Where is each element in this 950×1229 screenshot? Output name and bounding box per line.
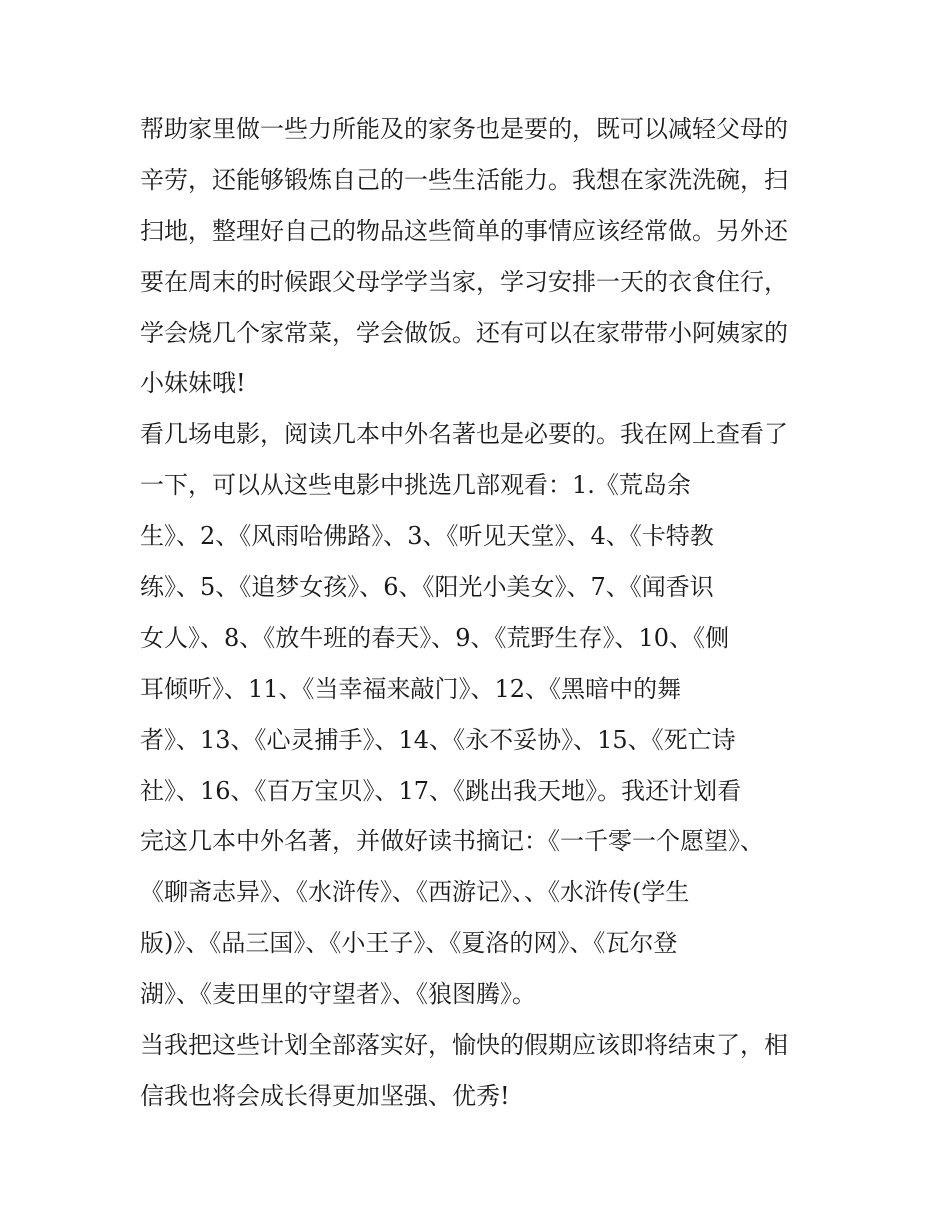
text-line: 信我也将会成长得更加坚强、优秀! (140, 1081, 510, 1110)
text-line: 看几场电影，阅读几本中外名著也是必要的。我在网上查看了 (140, 420, 788, 449)
text-line: 辛劳，还能够锻炼自己的一些生活能力。我想在家洗洗碗，扫 (140, 165, 788, 194)
text-line: 者》、13、《心灵捕手》、14、《永不妥协》、15、《死亡诗 (140, 725, 736, 754)
text-line: 帮助家里做一些力所能及的家务也是要的，既可以减轻父母的 (140, 115, 788, 143)
text-line: 练》、5、《追梦女孩》、6、《阳光小美女》、7、《闻香识 (140, 573, 714, 602)
text-line: 学会烧几个家常菜，学会做饭。还有可以在家带带小阿姨家的 (140, 318, 788, 347)
text-line: 完这几本中外名著，并做好读书摘记：《一千零一个愿望》、 (140, 827, 764, 856)
text-line: 女人》、8、《放牛班的春天》、9、《荒野生存》、10、《侧 (140, 623, 730, 652)
text-line: 耳倾听》、11、《当幸福来敲门》、12、《黑暗中的舞 (140, 674, 682, 703)
text-line: 《聊斋志异》、《水浒传》、《西游记》、、《水浒传(学生 (140, 878, 690, 907)
text-line: 社》、16、《百万宝贝》、17、《跳出我天地》。我还计划看 (140, 776, 742, 805)
text-line: 湖》、《麦田里的守望者》、《狼图腾》。 (140, 980, 536, 1009)
text-line: 要在周末的时候跟父母学学当家，学习安排一天的衣食住行， (140, 267, 788, 296)
text-line: 小妹妹哦! (140, 369, 246, 398)
text-line: 当我把这些计划全部落实好，愉快的假期应该即将结束了，相 (140, 1031, 788, 1060)
text-line: 版)》、《品三国》、《小王子》、《夏洛的网》、《瓦尔登 (140, 929, 678, 958)
document-body (140, 104, 820, 1122)
text-line: 扫地，整理好自己的物品这些简单的事情应该经常做。另外还 (140, 216, 788, 245)
text-line: 一下，可以从这些电影中挑选几部观看：1.《荒岛余 (140, 471, 691, 500)
text-line: 生》、2、《风雨哈佛路》、3、《听见天堂》、4、《卡特教 (140, 522, 714, 551)
